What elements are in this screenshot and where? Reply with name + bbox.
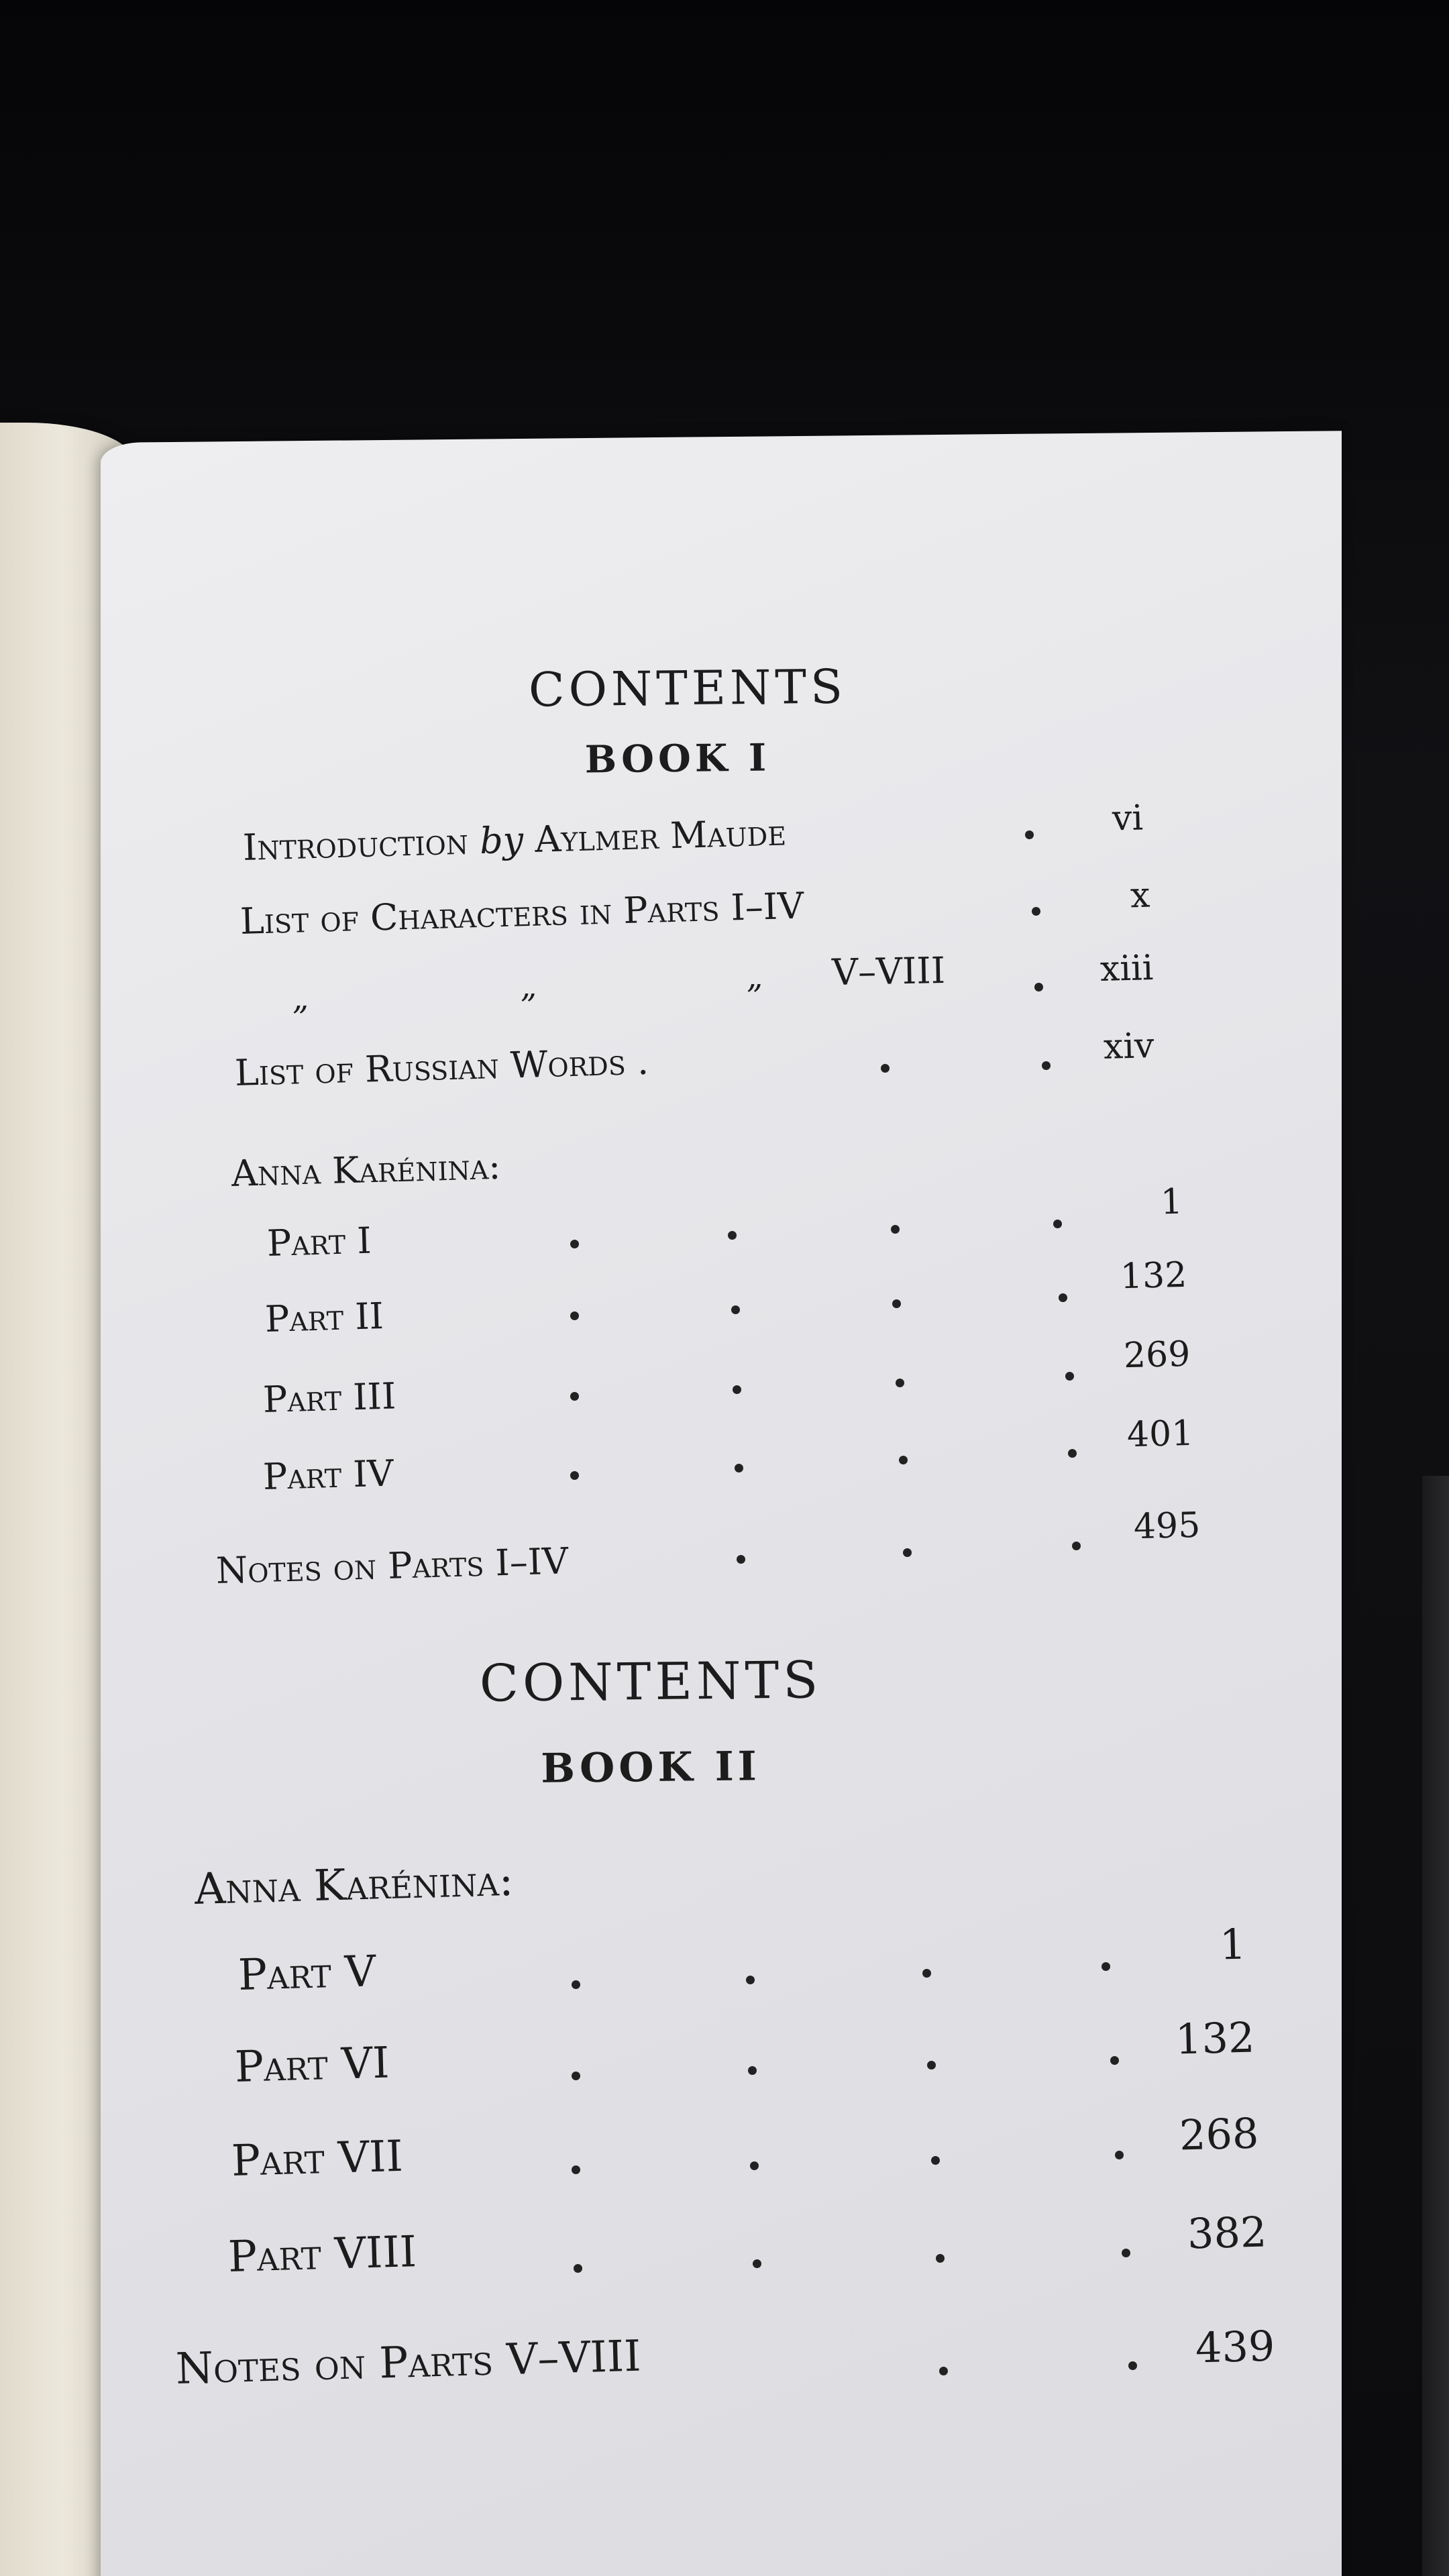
leader-dot: [731, 1305, 740, 1314]
toc-entry-part-5: Part V: [237, 1947, 377, 2000]
toc-page-number: 382: [1187, 2207, 1268, 2259]
leader-dot: [1102, 1962, 1110, 1971]
leader-dot: [574, 2264, 582, 2273]
leader-dot: [1034, 983, 1043, 991]
leader-dot: [572, 1980, 580, 1989]
toc-entry-part-7: Part VII: [230, 2131, 404, 2186]
leader-dot: [572, 2165, 580, 2174]
toc-entry-notes-2: Notes on Parts V–VIII: [174, 2331, 642, 2394]
leader-dot: [1072, 1542, 1081, 1550]
toc-label-author: Aylmer Maude: [534, 811, 787, 861]
leader-dot: [753, 2259, 761, 2268]
leader-dot: [891, 1225, 900, 1234]
leader-dot: [899, 1456, 908, 1464]
leader-dot: [881, 1064, 890, 1073]
leader-dot: [1042, 1061, 1051, 1070]
toc-entry-part-8: Part VIII: [227, 2227, 418, 2282]
toc-page-number: 1: [1219, 1919, 1247, 1970]
toc-page-number: x: [1130, 875, 1151, 916]
toc-entry-part-6: Part VI: [233, 2038, 390, 2092]
toc-entry-characters-2: V–VIII: [831, 949, 946, 994]
toc-page-number: 1: [1160, 1181, 1183, 1223]
book2-heading: BOOK II: [540, 1743, 761, 1792]
toc-page-number: vi: [1112, 798, 1144, 839]
ditto-mark: ”: [292, 1000, 309, 1037]
leader-dot: [1053, 1220, 1062, 1228]
toc-entry-characters: List of Characters in Parts I–IV: [239, 884, 804, 943]
leader-dot: [570, 1471, 579, 1480]
leader-dot: [1068, 1449, 1077, 1458]
toc-page-number: 495: [1133, 1505, 1201, 1548]
leader-dot: [922, 1969, 931, 1978]
leader-dot: [1110, 2056, 1119, 2065]
leader-dot: [746, 1976, 755, 1984]
toc-page-number: xiv: [1103, 1026, 1155, 1067]
toc-entry-part-4: Part IV: [262, 1452, 394, 1498]
contents-heading-book2: CONTENTS: [479, 1650, 822, 1713]
leader-dot: [1122, 2249, 1130, 2257]
toc-page-number: 401: [1126, 1413, 1194, 1456]
leader-dot: [1059, 1293, 1067, 1302]
toc-entry-notes-1: Notes on Parts I–IV: [215, 1540, 569, 1592]
toc-page-number: 132: [1175, 2012, 1256, 2064]
leader-dot: [903, 1548, 912, 1557]
toc-entry-part-1: Part I: [266, 1219, 372, 1265]
leader-dot: [735, 1464, 743, 1472]
leader-dot: [572, 2072, 580, 2080]
toc-page-number: 269: [1123, 1334, 1191, 1377]
toc-label-connector: by: [479, 818, 524, 863]
toc-entry-introduction: [242, 811, 787, 869]
ditto-mark: ”: [520, 987, 537, 1025]
leader-dot: [1025, 830, 1034, 839]
leader-dot: [750, 2161, 759, 2170]
toc-section-anna-karenina: Anna Karénina:: [231, 1144, 502, 1195]
leader-dot: [1128, 2361, 1137, 2370]
toc-page-number: 439: [1195, 2321, 1276, 2373]
leader-dot: [1032, 907, 1040, 916]
leader-dot: [570, 1311, 579, 1320]
leader-dot: [892, 1299, 901, 1308]
leader-dot: [896, 1379, 904, 1387]
toc-page-number: 268: [1179, 2108, 1260, 2160]
ditto-mark: ”: [746, 978, 763, 1016]
toc-label: Introduction: [242, 820, 469, 869]
leader-dot: [570, 1392, 579, 1401]
contents-heading-book1: CONTENTS: [528, 659, 847, 718]
leader-dot: [728, 1231, 737, 1240]
leader-dot: [927, 2061, 936, 2070]
leader-dot: [737, 1555, 745, 1564]
leader-dot: [931, 2156, 940, 2165]
leader-dot: [1115, 2151, 1124, 2159]
leader-dot: [939, 2367, 948, 2375]
toc-entry-part-2: Part II: [264, 1295, 384, 1340]
toc-entry-russian-words: List of Russian Words .: [234, 1040, 649, 1094]
toc-page-number: 132: [1120, 1254, 1187, 1297]
leader-dot: [748, 2066, 757, 2075]
leader-dot: [570, 1240, 579, 1248]
leader-dot: [733, 1385, 741, 1394]
toc-entry-part-3: Part III: [262, 1375, 397, 1421]
toc-section-anna-karenina-2: Anna Karénina:: [193, 1856, 515, 1915]
leader-dot: [936, 2254, 945, 2263]
book1-heading: BOOK I: [584, 735, 771, 782]
toc-page-number: xiii: [1099, 948, 1154, 989]
leader-dot: [1065, 1372, 1074, 1381]
